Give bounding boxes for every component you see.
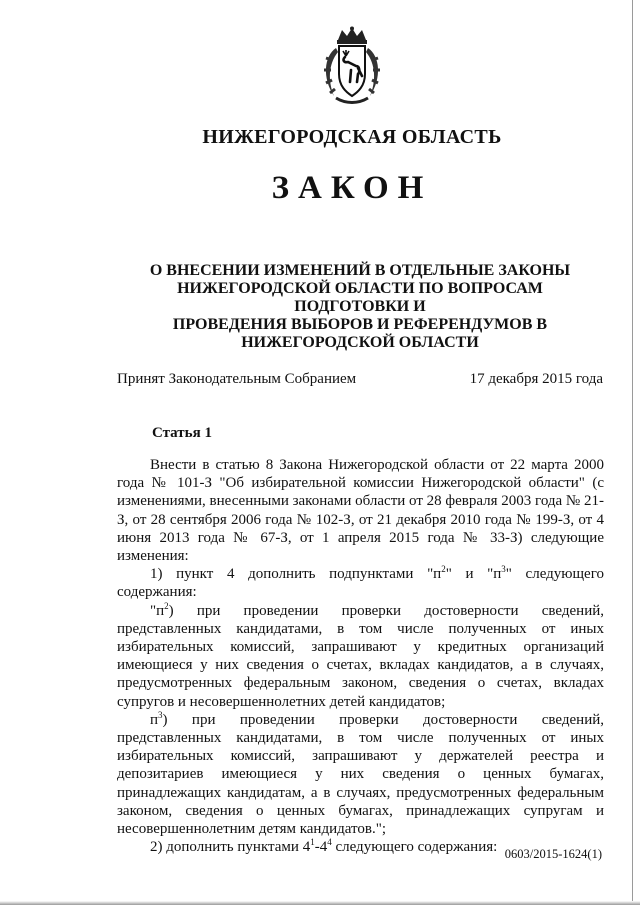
item2-sup-2: 4 [327,837,332,848]
sub2-text-b: ) при проведении проверки достоверности сведений, представленных кандидатами, в том числе полученных от иных избирательных комиссий, запрашивают у кредитных организаций имеющиеся у них сведения о счетах, вкладах кандидатов, а в случаях, предусмотренных федеральным законом, сведения о счетах, вкладах супругов и несовершеннолетних детей кандидатов; [117,602,604,710]
item1-text-b: " и "п [445,566,502,583]
article-body [117,456,604,856]
scan-bottom-edge [0,901,640,905]
document-code: 0603/2015-1624(1) [504,847,602,861]
item2-sup-1: 1 [310,837,315,848]
item2-text-a: 2) дополнить пунктами 4 [150,839,311,856]
coat-of-arms-icon [318,26,386,106]
sub3-text-b: ) при проведении проверки достоверности сведений, представленных кандидатами, в том числе полученных от иных избирательных комиссий, запрашивают у держателей реестра и депозитариев имеющиеся у них сведения о ценных бумагах, принадлежащих кандидатам, а в случаях, предусмотренных федеральным законом, сведения о ценных бумагах, принадлежащих супругам и несовершеннолетним детям кандидатов."; [117,711,604,838]
law-title-line: НИЖЕГОРОДСКОЙ ОБЛАСТИ ПО ВОПРОСАМ ПОДГОТОВКИ И [177,280,543,315]
item1-sup-2: 3 [501,564,506,575]
item2-text-b: -4 [314,839,328,856]
adoption-date: 17 декабря 2015 года [469,371,603,387]
law-title-line: ПРОВЕДЕНИЯ ВЫБОРОВ И РЕФЕРЕНДУМОВ В [172,316,548,333]
subpoint-p3 [117,711,604,838]
adoption-line [117,371,603,388]
adoption-label: Принят Законодательным Собранием [117,371,357,387]
sub2-sup: 2 [164,600,169,611]
document-type-heading: ЗАКОН [271,170,433,206]
article-heading: Статья 1 [152,425,212,441]
sub2-text-a: "п [150,602,165,619]
sub3-sup: 3 [158,709,163,720]
subpoint-p2 [117,602,604,711]
item1-sup-1: 2 [441,564,446,575]
item2-text-c: следующего содержания: [331,839,498,856]
scan-edge-line [632,0,633,905]
article-intro-paragraph: Внести в статью 8 Закона Нижегородской области от 22 марта 2000 года № 101-З "Об избирательной комиссии Нижегородской области" (с изменениями, внесенными законами области от 28 февраля 2003 года № 21-З, от 28 сентября 2006 года № 102-З, от 21 декабря 2010 года № 199-З, от 4 июня 2013 года № 67-З, от 1 апреля 2015 года № 33-З) следующие изменения: [117,457,604,565]
law-title-line: О ВНЕСЕНИИ ИЗМЕНЕНИЙ В ОТДЕЛЬНЫЕ ЗАКОНЫ [149,262,571,279]
law-title-line: НИЖЕГОРОДСКОЙ ОБЛАСТИ [241,334,479,351]
item1-text-a: 1) пункт 4 дополнить подпунктами "п [150,566,442,583]
item1-text-c: " следующего содержания: [117,566,604,601]
region-title: НИЖЕГОРОДСКАЯ ОБЛАСТЬ [202,126,502,148]
sub3-text-a: п [150,711,159,728]
amendment-item-1 [117,565,604,601]
law-title [120,262,600,352]
